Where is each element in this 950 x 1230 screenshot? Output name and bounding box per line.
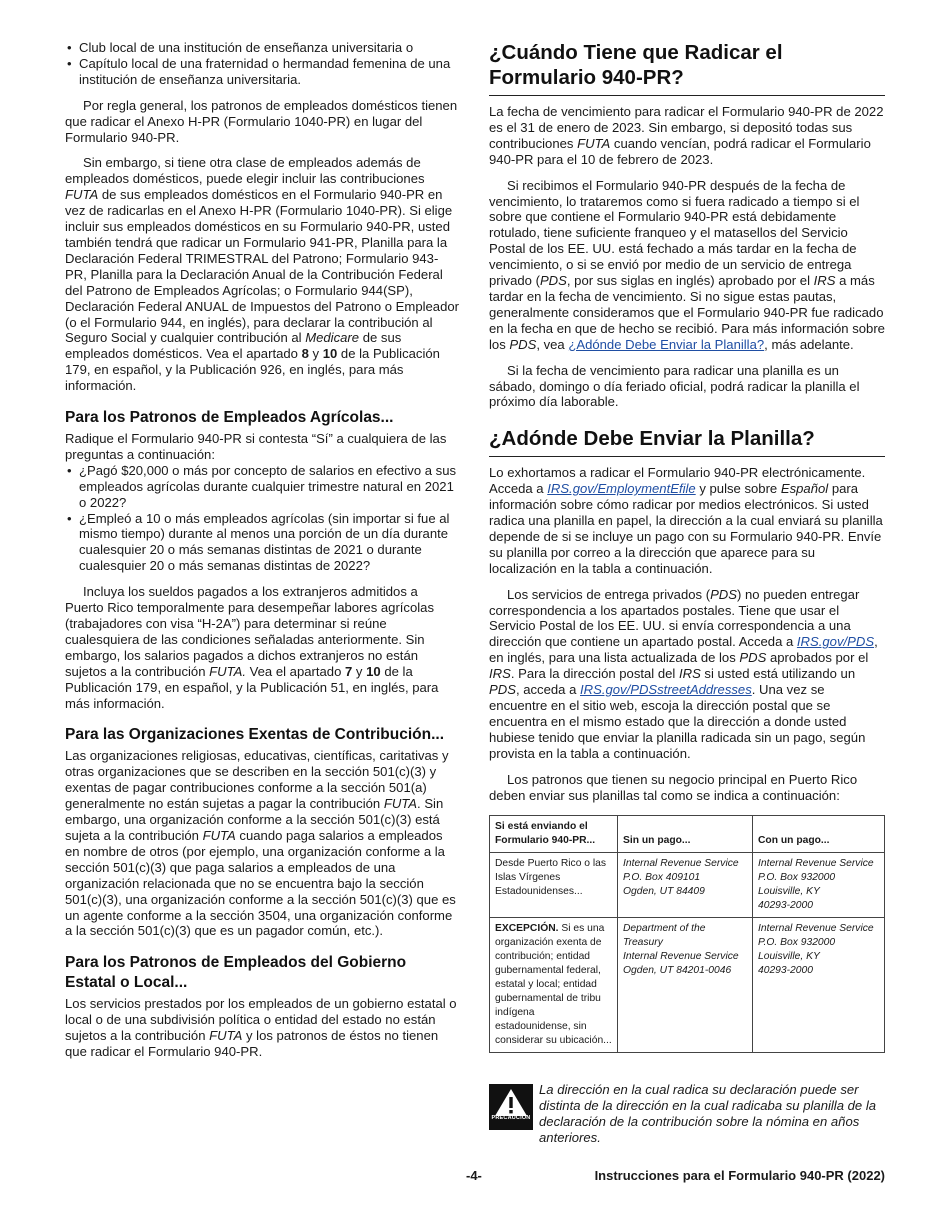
table-cell: EXCEPCIÓN. Si es una organización exenta de contribución; entidad gubernamental federal, estatal y local; entidad gubernamental de tribu indígena estadounidense, sin considerar su ubicación... bbox=[490, 918, 618, 1053]
table-row bbox=[490, 918, 885, 1053]
caution-note bbox=[489, 1082, 885, 1146]
employment-efile-link[interactable]: IRS.gov/EmploymentEfile bbox=[547, 481, 696, 497]
caution-label: PRECAUCIÓN bbox=[491, 1115, 531, 1122]
paragraph: Lo exhortamos a radicar el Formulario 940-PR electrónicamente. Acceda a IRS.gov/EmploymentEfile y pulse sobre Español para información sobre cómo radicar por medios electrónicos. Si usted radica una planilla en papel, la dirección a la cual enviará su planilla depende de si se incluye un pago con su Formulario 940-PR. Envíe su planilla por correo a la dirección que aparece para su localización en la tabla a continuación. bbox=[489, 465, 883, 576]
paragraph: Si la fecha de vencimiento para radicar una planilla es un sábado, domingo o día feriado oficial, podrá radicar la planilla el próximo día laborable. bbox=[489, 362, 860, 410]
adonde-link[interactable]: ¿Adónde Debe Enviar la Planilla? bbox=[568, 336, 765, 352]
list-item: • Club local de una institución de enseñanza universitaria o bbox=[65, 40, 459, 56]
pds-street-addresses-link[interactable]: IRS.gov/PDSstreetAddresses bbox=[580, 682, 752, 698]
irs-pds-link[interactable]: IRS.gov/PDS bbox=[796, 634, 875, 650]
paragraph: Los servicios prestados por los empleados de un gobierno estatal o local o de una subdivisión política o entidad del estado no están sujetos a la contribución FUTA y los patronos de éstos no tienen que radicar el Formulario 940-PR. bbox=[65, 996, 457, 1060]
paragraph: Por regla general, los patronos de empleados domésticos tienen que radicar el Anexo H-PR (Formulario 1040-PR) en lugar del Formulario 940-PR. bbox=[65, 97, 458, 145]
left-column bbox=[65, 40, 459, 1070]
paragraph: Si recibimos el Formulario 940-PR después de la fecha de vencimiento, lo trataremos como si fuera radicado a tiempo si el sobre que contiene el Formulario 940-PR está debidamente rotulado, tiene suficiente franqueo y el matasellos del Servicio Postal de los EE. UU. está fechado a más tardar en la fecha de vencimiento, o si se envió por medio de un servicio de entrega privado (PDS, por sus siglas en inglés) aprobado por el IRS a más tardar en la fecha de vencimiento. Si no sigue estas pautas, generalmente consideramos que el Formulario 940-PR fue radicado en la fecha en que de hecho se recibió. Para más información sobre los PDS, vea ¿Adónde Debe Enviar la Planilla?, más adelante. bbox=[489, 177, 885, 352]
list-item: • ¿Empleó a 10 o más empleados agrícolas (sin importar si fue al mismo tiempo) durante al menos una porción de un día durante cualesquier 20 o más semanas distintas de 2021 o durante cualesquier 20 o más semanas distintas de 2022? bbox=[65, 511, 459, 575]
table-cell: Internal Revenue Service P.O. Box 932000 Louisville, KY 40293-2000 bbox=[753, 853, 885, 918]
paragraph: Las organizaciones religiosas, educativas, científicas, caritativas y otras organizaciones que se describen en la sección 501(c)(3) y exentas de pagar contribuciones conforme a la sección 501(a) generalmente no están sujetas a pagar la contribución FUTA. Sin embargo, una organización conforme a la sección 501(c)(3) está sujeta a la contribución FUTA cuando paga salarios a empleados en nombre de otros (por ejemplo, una organización conforme a la sección 501(c)(3) que paga salarios a empleados de una organización relacionada que no se encuentra bajo la sección 501(c)(3), una organización conforme a la sección 501(c)(3) que es un agente conforme a la sección 3504, una organización conforme a la sección 501(c)(3) que es un pagador común, etc.). bbox=[65, 748, 456, 939]
section-heading: Para los Patronos de Empleados del Gobierno Estatal o Local... bbox=[65, 954, 407, 992]
section-heading: Para los Patronos de Empleados Agrícolas... bbox=[65, 409, 394, 427]
footer-title: Instrucciones para el Formulario 940-PR (2022) bbox=[594, 1168, 885, 1183]
page-number: -4- bbox=[466, 1168, 482, 1183]
paragraph: Sin embargo, si tiene otra clase de empleados además de empleados domésticos, puede elegir incluir las contribuciones FUTA de sus empleados domésticos en el Formulario 940-PR en vez de radicarlas en el Anexo H-PR (Formulario 1040-PR). Si elige incluir sus empleados domésticos en su Formulario 940-PR, usted también tendrá que radicar un Formulario 941-PR, Planilla para la Declaración Federal TRIMESTRAL del Patrono; Formulario 943-PR, Planilla para la Declaración Anual de la Contribución Federal del Patrono de Empleados Agrícolas; o Formulario 944(SP), Declaración Federal ANUAL de Impuestos del Patrono o Empleador (o el Formulario 944, en inglés), para declarar la contribución al Seguro Social y cualquier contribución al Medicare de sus empleados domésticos. Vea el apartado 8 y 10 de la Publicación 179, en español, y la Publicación 926, en inglés, para más información. bbox=[65, 155, 459, 394]
right-column bbox=[489, 40, 885, 1053]
paragraph: Los servicios de entrega privados (PDS) no pueden entregar correspondencia a los apartados postales. Tiene que usar el Servicio Postal de los EE. UU. si envía correspondencia a una dirección que contiene un apartado postal. Acceda a IRS.gov/PDS, en inglés, para una lista actualizada de los PDS aprobados por el IRS. Para la dirección postal del IRS si usted está utilizando un PDS, acceda a IRS.gov/PDSstreetAddresses. Una vez se encuentre en el sitio web, escoja la dirección postal que se encuentra en el mismo estado que la dirección a donde usted hubiese tenido que enviar la planilla radicada sin un pago, según provista en la tabla a continuación. bbox=[489, 586, 878, 761]
table-header-row bbox=[490, 816, 885, 853]
paragraph: Incluya los sueldos pagados a los extranjeros admitidos a Puerto Rico temporalmente para desempeñar labores agrícolas (trabajadores con visa “H-2A”) para determinar si reúne cualesquiera de las condiciones señaladas anteriormente. Sin embargo, los salarios pagados a dichos extranjeros no están sujetos a la contribución FUTA. Vea el apartado 7 y 10 de la Publicación 179, en español, y la Publicación 51, en inglés, para más información. bbox=[65, 584, 439, 711]
paragraph: Radique el Formulario 940-PR si contesta “Sí” a cualquiera de las preguntas a continuación: bbox=[65, 431, 447, 462]
table-cell: Desde Puerto Rico o las Islas Vírgenes Estadounidenses... bbox=[490, 853, 618, 918]
table-row bbox=[490, 853, 885, 918]
table-cell: Internal Revenue Service P.O. Box 932000 Louisville, KY 40293-2000 bbox=[753, 918, 885, 1053]
section-heading: Para las Organizaciones Exentas de Contribución... bbox=[65, 726, 445, 744]
section-heading: ¿Cuándo Tiene que Radicar el Formulario 940-PR? bbox=[489, 40, 885, 96]
caution-icon bbox=[489, 1084, 533, 1130]
table-cell: Department of the Treasury Internal Revenue Service Ogden, UT 84201-0046 bbox=[618, 918, 753, 1053]
paragraph: La fecha de vencimiento para radicar el Formulario 940-PR de 2022 es el 31 de enero de 2023. Sin embargo, si depositó todas sus contribuciones FUTA cuando vencían, podrá radicar el Formulario 940-PR para el 10 de febrero de 2023. bbox=[489, 104, 884, 167]
section-heading: ¿Adónde Debe Enviar la Planilla? bbox=[489, 426, 885, 457]
column-header: Si está enviando el Formulario 940-PR... bbox=[490, 816, 618, 853]
table-cell: Internal Revenue Service P.O. Box 409101 Ogden, UT 84409 bbox=[618, 853, 753, 918]
list-item: • Capítulo local de una fraternidad o hermandad femenina de una institución de enseñanza universitaria. bbox=[65, 56, 459, 88]
caution-text: La dirección en la cual radica su declaración puede ser distinta de la dirección en la cual radicaba su planilla de la declaración de la contribución sobre la nómina en años anteriores. bbox=[539, 1082, 877, 1145]
list-item: • ¿Pagó $20,000 o más por concepto de salarios en efectivo a sus empleados agrícolas durante cualquier trimestre natural en 2021 o 2022? bbox=[65, 463, 459, 511]
column-header: Con un pago... bbox=[753, 816, 885, 853]
paragraph: Los patronos que tienen su negocio principal en Puerto Rico deben enviar sus planillas tal como se indica a continuación: bbox=[489, 771, 858, 803]
column-header: Sin un pago... bbox=[618, 816, 753, 853]
address-table bbox=[489, 815, 885, 1053]
